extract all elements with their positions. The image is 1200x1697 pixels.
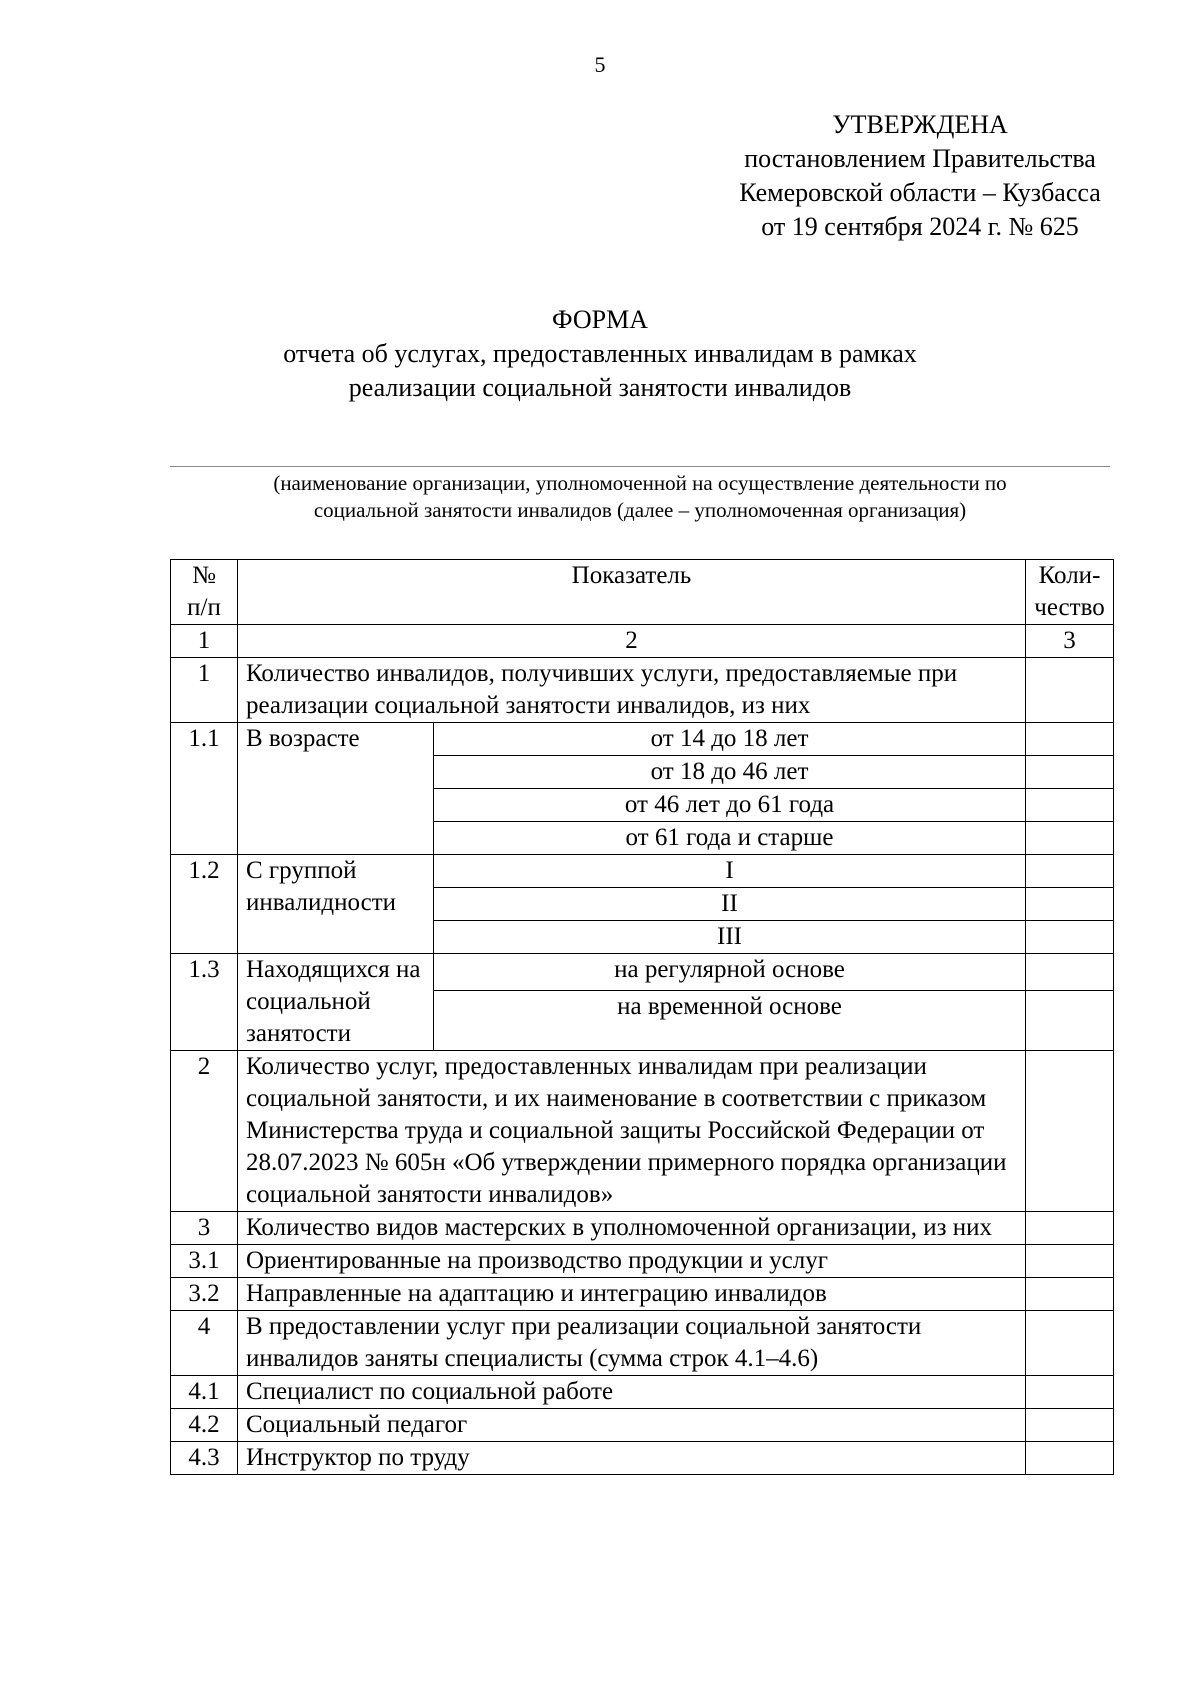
row-text: Количество инвалидов, получивших услуги, предоставляемые при реализации социальной занятости инвалидов, из них [238, 658, 1026, 723]
table-row [171, 954, 1114, 991]
row-num: 3.1 [171, 1245, 238, 1278]
row-text: Количество услуг, предоставленных инвалидам при реализации социальной занятости, и их наименование в соответствии с приказом Министерства труда и социальной защиты Российской Федерации от 28.07.2023 № 605н «Об утверждении примерного порядка организации социальной занятости инвалидов» [238, 1051, 1026, 1212]
qty-cell[interactable] [1026, 756, 1114, 789]
header-qty: Коли-чество [1026, 560, 1114, 625]
row-num: 3.2 [171, 1278, 238, 1311]
row-num: 1.2 [171, 855, 238, 954]
page-number: 5 [594, 52, 606, 77]
row-num: 4.1 [171, 1376, 238, 1409]
header-indicator: Показатель [238, 560, 1026, 625]
form-subtitle-1: отчета об услугах, предоставленных инвалидам в рамках [283, 339, 917, 368]
column-number-row [171, 625, 1114, 658]
qty-cell[interactable] [1026, 1278, 1114, 1311]
table-row [171, 855, 1114, 888]
row-text: Ориентированные на производство продукции и услуг [238, 1245, 1026, 1278]
qty-cell[interactable] [1026, 723, 1114, 756]
row-text: Количество видов мастерских в уполномоченной организации, из них [238, 1212, 1026, 1245]
qty-cell[interactable] [1026, 954, 1114, 991]
row-num: 2 [171, 1051, 238, 1212]
colnum-3: 3 [1026, 625, 1114, 658]
qty-cell[interactable] [1026, 1051, 1114, 1212]
qty-cell[interactable] [1026, 1311, 1114, 1376]
table-row [171, 1409, 1114, 1442]
table-row [171, 1245, 1114, 1278]
row-num: 1.3 [171, 954, 238, 1051]
qty-cell[interactable] [1026, 1409, 1114, 1442]
row-subitem: от 14 до 18 лет [434, 723, 1026, 756]
qty-cell[interactable] [1026, 921, 1114, 954]
row-subitem: на временной основе [434, 991, 1026, 1051]
row-num: 3 [171, 1212, 238, 1245]
approval-line-2: Кемеровской области – Кузбасса [739, 178, 1101, 207]
table-row [171, 1051, 1114, 1212]
qty-cell[interactable] [1026, 1245, 1114, 1278]
qty-cell[interactable] [1026, 1376, 1114, 1409]
row-subitem: от 18 до 46 лет [434, 756, 1026, 789]
row-num: 1 [171, 658, 238, 723]
header-num: № п/п [171, 560, 238, 625]
table-row [171, 658, 1114, 723]
row-subitem: II [434, 888, 1026, 921]
approval-block [705, 108, 1135, 244]
table-header-row [171, 560, 1114, 625]
qty-cell[interactable] [1026, 855, 1114, 888]
approval-line-3: от 19 сентября 2024 г. № 625 [761, 212, 1079, 241]
qty-cell[interactable] [1026, 991, 1114, 1051]
qty-cell[interactable] [1026, 1212, 1114, 1245]
row-subitem: на регулярной основе [434, 954, 1026, 991]
approval-line-1: постановлением Правительства [744, 144, 1096, 173]
table-row [171, 1212, 1114, 1245]
qty-cell[interactable] [1026, 789, 1114, 822]
qty-cell[interactable] [1026, 1442, 1114, 1475]
approval-title: УТВЕРЖДЕНА [832, 110, 1008, 139]
qty-cell[interactable] [1026, 888, 1114, 921]
row-label: С группой инвалидности [238, 855, 434, 954]
row-num: 4.2 [171, 1409, 238, 1442]
row-text: Направленные на адаптацию и интеграцию инвалидов [238, 1278, 1026, 1311]
table-row [171, 1311, 1114, 1376]
row-text: Специалист по социальной работе [238, 1376, 1026, 1409]
row-subitem: I [434, 855, 1026, 888]
colnum-2: 2 [238, 625, 1026, 658]
row-num: 1.1 [171, 723, 238, 855]
organization-caption [170, 470, 1110, 524]
row-text: Инструктор по труду [238, 1442, 1026, 1475]
form-heading [180, 303, 1020, 405]
row-num: 4.3 [171, 1442, 238, 1475]
row-text: Социальный педагог [238, 1409, 1026, 1442]
row-subitem: от 46 лет до 61 года [434, 789, 1026, 822]
table-row [171, 1278, 1114, 1311]
row-subitem: III [434, 921, 1026, 954]
organization-caption-line-2: социальной занятости инвалидов (далее – уполномоченная организация) [313, 498, 967, 522]
form-title: ФОРМА [552, 305, 648, 334]
table-row [171, 723, 1114, 756]
table-row [171, 1376, 1114, 1409]
colnum-1: 1 [171, 625, 238, 658]
row-text: В предоставлении услуг при реализации социальной занятости инвалидов заняты специалисты (сумма строк 4.1–4.6) [238, 1311, 1026, 1376]
row-label: В возрасте [238, 723, 434, 855]
qty-cell[interactable] [1026, 658, 1114, 723]
row-subitem: от 61 года и старше [434, 822, 1026, 855]
report-table [170, 559, 1114, 1475]
organization-caption-line-1: (наименование организации, уполномоченной на осуществление деятельности по [273, 471, 1007, 495]
qty-cell[interactable] [1026, 822, 1114, 855]
table-row [171, 1442, 1114, 1475]
form-subtitle-2: реализации социальной занятости инвалидов [348, 373, 852, 402]
row-label: Находящихся на социальной занятости [238, 954, 434, 1051]
organization-name-field[interactable] [170, 466, 1110, 467]
row-num: 4 [171, 1311, 238, 1376]
